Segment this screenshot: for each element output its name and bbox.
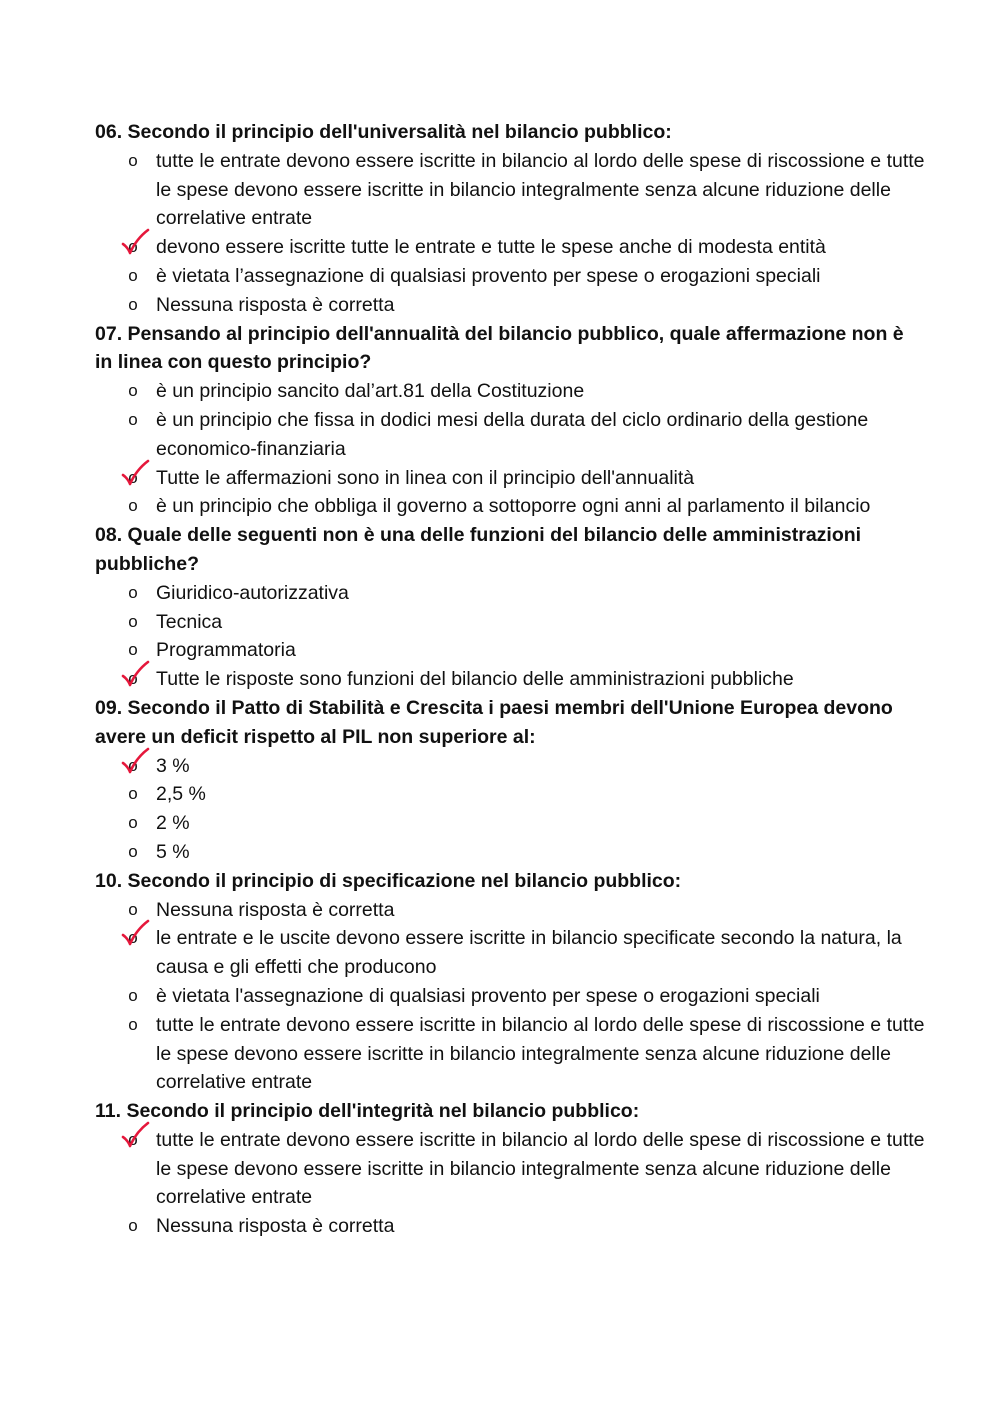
checkmark-icon [121, 661, 149, 687]
answer-text: devono essere iscritte tutte le entrate e tutte le spese anche di modesta entità [156, 236, 826, 259]
checkmark-icon [121, 460, 149, 486]
answer-text: Giuridico-autorizzativa [156, 581, 349, 604]
answer-text: Tutte le risposte sono funzioni del bilancio delle amministrazioni pubbliche [156, 668, 794, 691]
answer-list [95, 377, 925, 521]
answer-option [95, 291, 925, 320]
bullet-icon: o [128, 409, 138, 429]
answer-option [95, 579, 925, 608]
answer-option [95, 406, 925, 464]
answer-option [95, 147, 925, 233]
answer-text: 2 % [156, 812, 190, 835]
answer-option [95, 492, 925, 521]
answer-text: è vietata l’assegnazione di qualsiasi provento per spese o erogazioni speciali [156, 264, 821, 287]
answer-option [95, 809, 925, 838]
bullet-icon: o [128, 928, 138, 948]
question-title: 10. Secondo il principio di specificazione nel bilancio pubblico: [95, 869, 682, 892]
answer-text: Tecnica [156, 610, 223, 633]
answer-option [95, 780, 925, 809]
checkmark-icon [121, 1122, 149, 1148]
bullet-icon: o [128, 669, 138, 689]
question-title: 11. Secondo il principio dell'integrità nel bilancio pubblico: [95, 1100, 640, 1123]
checkmark-icon [121, 748, 149, 774]
answer-option [95, 608, 925, 637]
answer-option-correct [95, 924, 925, 982]
bullet-icon: o [128, 237, 138, 257]
question-block [95, 118, 925, 320]
quiz-document [95, 118, 925, 1241]
answer-option-correct [95, 233, 925, 262]
question-block [95, 1097, 925, 1241]
bullet-icon: o [128, 899, 138, 919]
bullet-icon: o [128, 985, 138, 1005]
question-title: 07. Pensando al principio dell'annualità del bilancio pubblico, quale affermazione non è in linea con questo principio? [95, 322, 904, 374]
answer-option-correct [95, 665, 925, 694]
bullet-icon: o [128, 784, 138, 804]
answer-text: 3 % [156, 754, 190, 777]
question-block [95, 521, 925, 694]
answer-text: 5 % [156, 840, 190, 863]
question-block [95, 320, 925, 522]
answer-option [95, 982, 925, 1011]
answer-option [95, 838, 925, 867]
answer-text: 2,5 % [156, 783, 206, 806]
answer-text: Tutte le affermazioni sono in linea con il principio dell'annualità [156, 466, 695, 489]
answer-list [95, 579, 925, 694]
answer-text: Nessuna risposta è corretta [156, 293, 395, 316]
bullet-icon: o [128, 640, 138, 660]
answer-option [95, 1212, 925, 1241]
bullet-icon: o [128, 294, 138, 314]
bullet-icon: o [128, 150, 138, 170]
answer-text: è un principio sancito dal’art.81 della Costituzione [156, 380, 585, 403]
bullet-icon: o [128, 381, 138, 401]
answer-text: Programmatoria [156, 639, 296, 662]
bullet-icon: o [128, 582, 138, 602]
answer-option [95, 377, 925, 406]
answer-option-correct [95, 1126, 925, 1212]
bullet-icon: o [128, 813, 138, 833]
answer-option [95, 896, 925, 925]
checkmark-icon [121, 920, 149, 946]
answer-list [95, 752, 925, 867]
question-title: 09. Secondo il Patto di Stabilità e Crescita i paesi membri dell'Unione Europea devono avere un deficit rispetto al PIL non superiore al: [95, 696, 893, 748]
bullet-icon: o [128, 1014, 138, 1034]
question-title: 06. Secondo il principio dell'universalità nel bilancio pubblico: [95, 121, 672, 143]
answer-option [95, 636, 925, 665]
question-block [95, 867, 925, 1097]
answer-text: Nessuna risposta è corretta [156, 898, 395, 921]
answer-option [95, 1011, 925, 1097]
bullet-icon: o [128, 841, 138, 861]
answer-list [95, 1126, 925, 1241]
answer-option [95, 262, 925, 291]
checkmark-icon [121, 229, 149, 255]
question-title: 08. Quale delle seguenti non è una delle funzioni del bilancio delle amministrazioni pubbliche? [95, 524, 862, 575]
answer-list [95, 896, 925, 1098]
answer-text: tutte le entrate devono essere iscritte in bilancio al lordo delle spese di riscossione e tutte le spese devono essere iscritte in bilancio integralmente senza alcune riduzione delle correlative entrate [156, 1013, 925, 1094]
answer-text: è vietata l'assegnazione di qualsiasi provento per spese o erogazioni speciali [156, 984, 820, 1007]
answer-text: le entrate e le uscite devono essere iscritte in bilancio specificate secondo la natura, la causa e gli effetti che producono [156, 927, 902, 979]
bullet-icon: o [128, 496, 138, 516]
bullet-icon: o [128, 1129, 138, 1149]
answer-option-correct [95, 752, 925, 781]
answer-text: è un principio che obbliga il governo a sottoporre ogni anni al parlamento il bilancio [156, 495, 871, 518]
answer-text: tutte le entrate devono essere iscritte in bilancio al lordo delle spese di riscossione e tutte le spese devono essere iscritte in bilancio integralmente senza alcune riduzione delle correlative entrate [156, 1128, 925, 1209]
bullet-icon: o [128, 467, 138, 487]
answer-text: è un principio che fissa in dodici mesi della durata del ciclo ordinario della gestione economico-finanziaria [156, 408, 869, 460]
answer-list [95, 147, 925, 320]
bullet-icon: o [128, 1216, 138, 1236]
bullet-icon: o [128, 755, 138, 775]
bullet-icon: o [128, 611, 138, 631]
answer-option-correct [95, 464, 925, 493]
question-block [95, 694, 925, 867]
answer-text: tutte le entrate devono essere iscritte in bilancio al lordo delle spese di riscossione e tutte le spese devono essere iscritte in bilancio integralmente senza alcune riduzione delle correlative entrate [156, 149, 925, 230]
answer-text: Nessuna risposta è corretta [156, 1215, 395, 1238]
bullet-icon: o [128, 265, 138, 285]
